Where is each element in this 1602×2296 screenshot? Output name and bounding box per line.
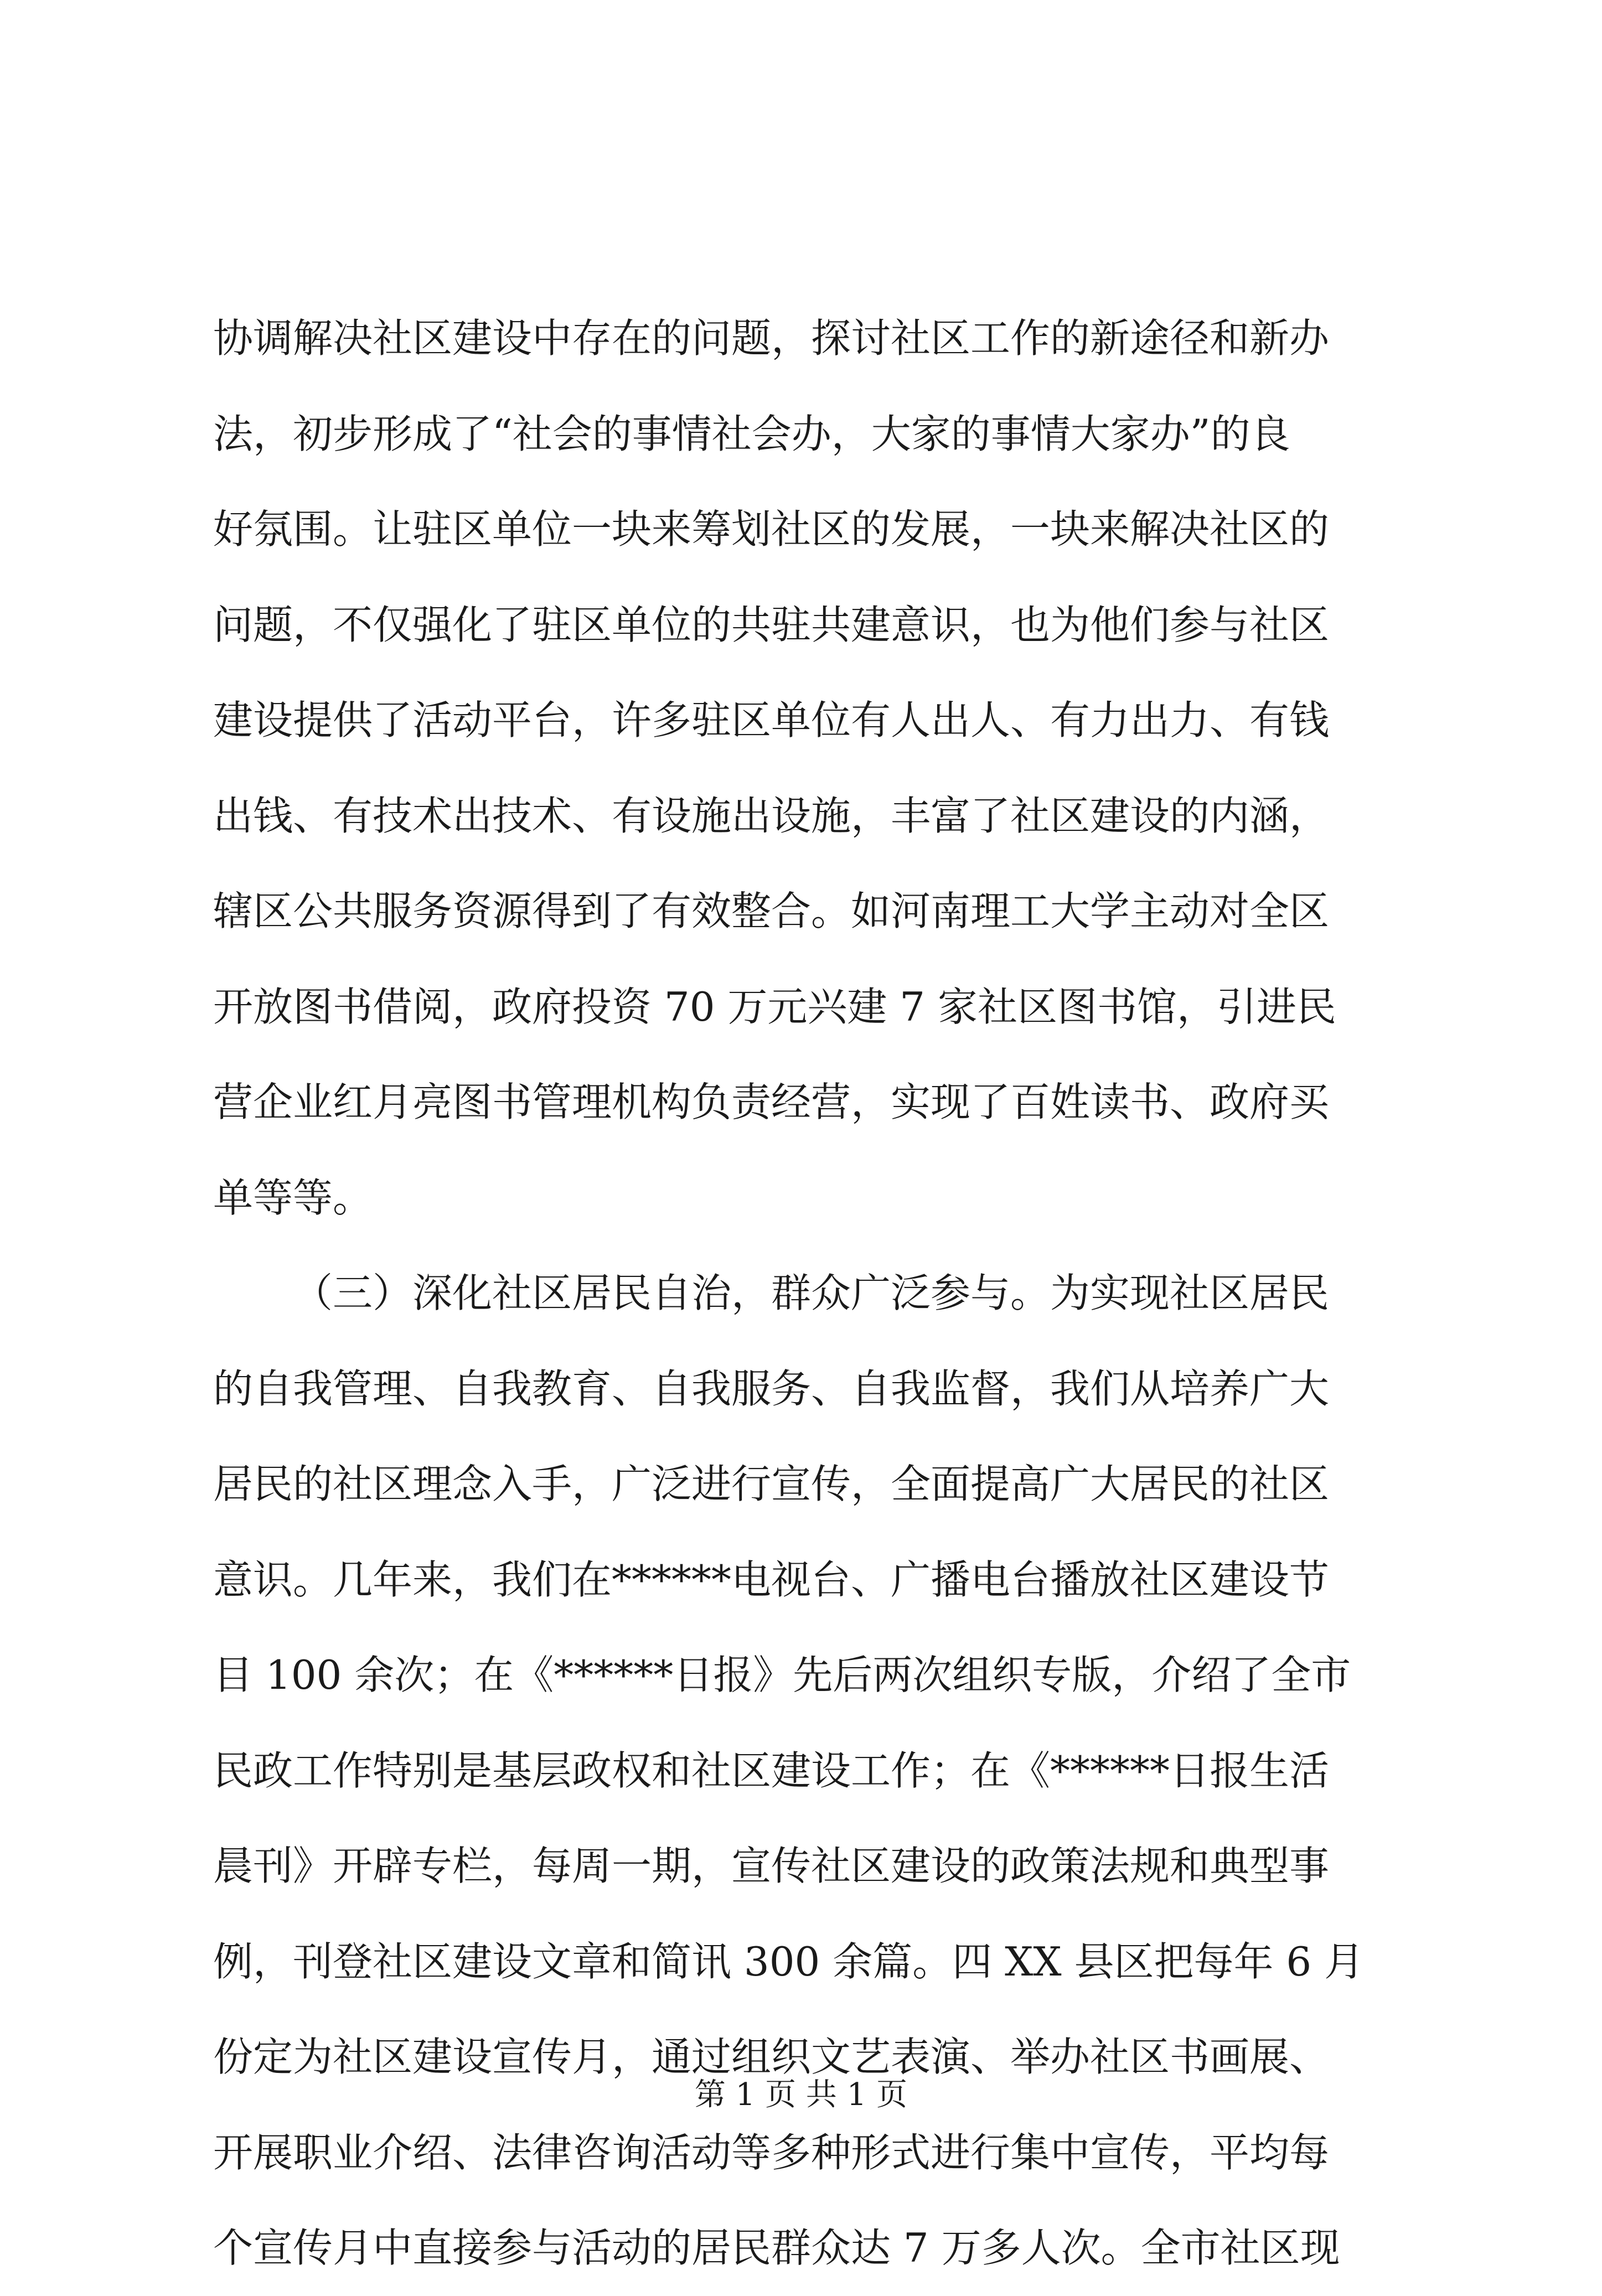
text-line: 辖区公共服务资源得到了有效整合。如河南理工大学主动对全区 bbox=[213, 888, 1330, 934]
text-line: 法，初步形成了“社会的事情社会办，大家的事情大家办”的良 bbox=[213, 410, 1290, 457]
text-line: 开展职业介绍、法律咨询活动等多种形式进行集中宣传，平均每 bbox=[213, 2129, 1330, 2176]
text-line: 协调解决社区建设中存在的问题，探讨社区工作的新途径和新办 bbox=[213, 315, 1330, 361]
text-line: 个宣传月中直接参与活动的居民群众达 7 万多人次。全市社区现 bbox=[213, 2225, 1340, 2271]
text-line: （三）深化社区居民自治，群众广泛参与。为实现社区居民 bbox=[293, 1270, 1330, 1316]
text-line: 好氛围。让驻区单位一块来筹划社区的发展，一块来解决社区的 bbox=[213, 506, 1330, 552]
text-line: 建设提供了活动平台，许多驻区单位有人出人、有力出力、有钱 bbox=[213, 697, 1330, 743]
text-line: 例，刊登社区建设文章和简讯 300 余篇。四 XX 县区把每年 6 月 bbox=[213, 1938, 1365, 1985]
text-line: 开放图书借阅，政府投资 70 万元兴建 7 家社区图书馆，引进民 bbox=[213, 983, 1336, 1030]
text-line: 居民的社区理念入手，广泛进行宣传，全面提高广大居民的社区 bbox=[213, 1461, 1330, 1507]
text-line: 营企业红月亮图书管理机构负责经营，实现了百姓读书、政府买 bbox=[213, 1079, 1330, 1125]
text-line: 意识。几年来，我们在******电视台、广播电台播放社区建设节 bbox=[213, 1556, 1330, 1603]
text-line: 出钱、有技术出技术、有设施出设施，丰富了社区建设的内涵， bbox=[213, 792, 1330, 839]
text-line: 的自我管理、自我教育、自我服务、自我监督，我们从培养广大 bbox=[213, 1365, 1330, 1412]
text-line: 晨刊》开辟专栏，每周一期，宣传社区建设的政策法规和典型事 bbox=[213, 1843, 1330, 1889]
text-line: 单等等。 bbox=[213, 1174, 373, 1221]
text-line: 目 100 余次；在《******日报》先后两次组织专版，介绍了全市 bbox=[213, 1652, 1351, 1698]
body-text bbox=[213, 291, 1403, 2296]
text-line: 民政工作特别是基层政权和社区建设工作；在《******日报生活 bbox=[213, 1747, 1330, 1794]
text-line: 问题，不仅强化了驻区单位的共驻共建意识，也为他们参与社区 bbox=[213, 601, 1330, 648]
text-line: 份定为社区建设宣传月，通过组织文艺表演、举办社区书画展、 bbox=[213, 2034, 1330, 2080]
page-footer: 第 1 页 共 1 页 bbox=[694, 2077, 908, 2113]
